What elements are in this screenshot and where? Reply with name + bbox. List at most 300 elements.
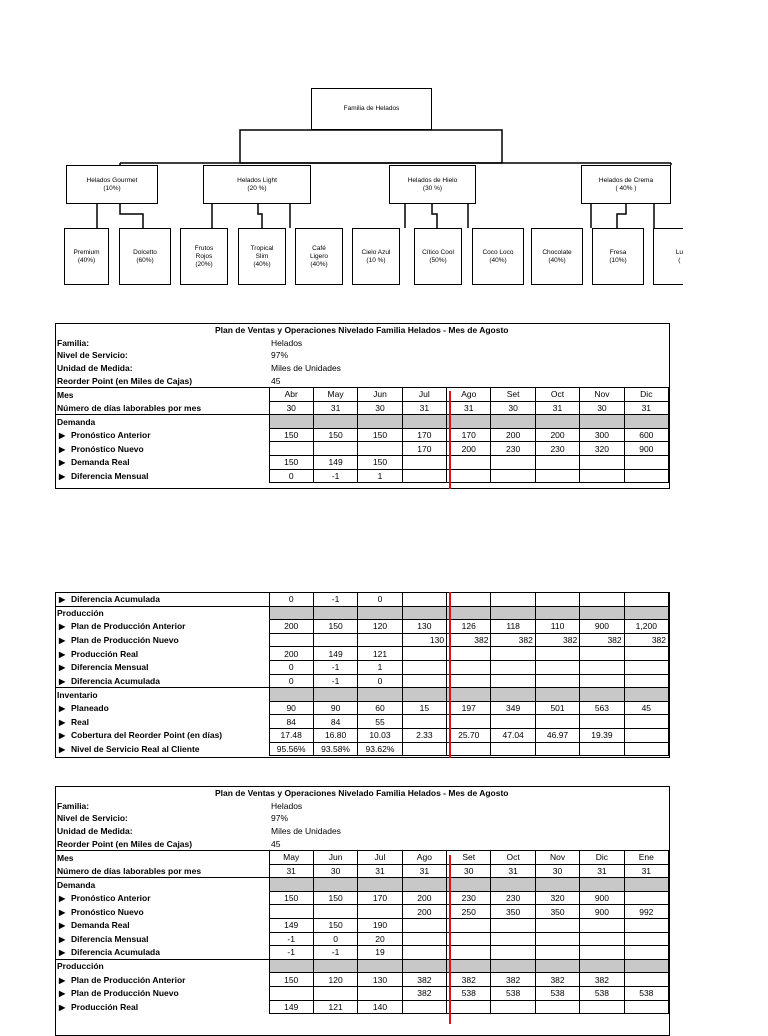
value-cell — [580, 742, 624, 756]
value-cell: May — [269, 850, 313, 864]
value-cell: 118 — [491, 620, 535, 634]
value-cell — [491, 932, 535, 946]
value-cell — [402, 674, 446, 688]
info-row — [55, 837, 669, 850]
row-marker-icon: ▶ — [59, 444, 66, 454]
value-cell: 230 — [491, 442, 535, 456]
value-cell: 149 — [313, 455, 357, 469]
value-cell: 350 — [491, 905, 535, 919]
value-cell: 382 — [580, 633, 624, 647]
value-cell: 170 — [402, 428, 446, 442]
section-fill-cell — [447, 878, 491, 892]
table-row — [55, 428, 669, 442]
value-cell: -1 — [313, 660, 357, 674]
section-fill-cell — [447, 688, 491, 702]
value-cell — [535, 946, 579, 960]
current-month-marker — [449, 391, 451, 489]
value-cell: 130 — [402, 633, 446, 647]
table-row — [55, 715, 669, 729]
section-fill-cell — [313, 415, 357, 429]
row-marker-icon: ▶ — [59, 622, 66, 632]
row-label — [55, 674, 269, 688]
row-label-text: Producción Real — [71, 648, 139, 659]
value-cell: 992 — [624, 905, 668, 919]
table-row — [55, 878, 669, 892]
value-cell — [358, 442, 402, 456]
row-label-text: Real — [71, 716, 89, 727]
row-label-text: Pronóstico Anterior — [71, 430, 151, 441]
value-cell — [402, 932, 446, 946]
value-cell — [580, 715, 624, 729]
value-cell: 538 — [447, 986, 491, 1000]
value-cell — [535, 660, 579, 674]
value-cell: 30 — [491, 401, 535, 415]
info-row — [55, 800, 669, 813]
value-cell: 0 — [269, 593, 313, 606]
section-fill-cell — [580, 606, 624, 620]
value-cell: 149 — [269, 1000, 313, 1014]
value-cell — [624, 593, 668, 606]
row-label — [55, 415, 269, 429]
value-cell: 200 — [402, 905, 446, 919]
value-cell: 17.48 — [269, 728, 313, 742]
value-cell — [624, 660, 668, 674]
value-cell — [269, 442, 313, 456]
info-row — [55, 812, 669, 825]
value-cell: 382 — [447, 973, 491, 987]
row-label-text: Plan de Producción Nuevo — [71, 635, 179, 646]
value-cell: -1 — [313, 674, 357, 688]
row-label — [55, 593, 269, 606]
section-fill-cell — [402, 878, 446, 892]
table-row — [55, 455, 669, 469]
row-label — [55, 606, 269, 620]
value-cell: 170 — [402, 442, 446, 456]
value-cell: Jun — [358, 387, 402, 401]
value-cell: 538 — [580, 986, 624, 1000]
info-label: Unidad de Medida: — [57, 826, 133, 837]
row-label-text: Mes — [57, 852, 74, 863]
value-cell: 0 — [269, 469, 313, 483]
row-label — [55, 688, 269, 702]
info-label: Nivel de Servicio: — [57, 813, 128, 824]
row-label-text: Mes — [57, 389, 74, 400]
value-cell: May — [313, 387, 357, 401]
row-label — [55, 647, 269, 661]
family-tree-diagram — [0, 0, 768, 300]
table-row — [55, 864, 669, 878]
value-cell: Oct — [491, 850, 535, 864]
section-fill-cell — [402, 415, 446, 429]
row-label — [55, 946, 269, 960]
value-cell: 10.03 — [358, 728, 402, 742]
table-row — [55, 918, 669, 932]
value-cell: -1 — [313, 946, 357, 960]
table-row — [55, 660, 669, 674]
section-fill-cell — [491, 415, 535, 429]
section-fill-cell — [535, 688, 579, 702]
value-cell: 120 — [358, 620, 402, 634]
section-fill-cell — [580, 878, 624, 892]
value-cell — [358, 986, 402, 1000]
section-fill-cell — [447, 959, 491, 973]
value-cell: 382 — [535, 973, 579, 987]
tree-category-hielo: Helados de Hielo (30 %) — [389, 165, 476, 204]
value-cell: Jul — [358, 850, 402, 864]
value-cell — [624, 946, 668, 960]
table-row — [55, 728, 669, 742]
tree-leaf-fresa: Fresa (10%) — [592, 228, 644, 285]
info-value: 97% — [271, 350, 289, 361]
value-cell: 320 — [580, 442, 624, 456]
value-cell: 150 — [313, 428, 357, 442]
table-row — [55, 742, 669, 756]
row-marker-icon: ▶ — [59, 989, 66, 999]
row-label-text: Número de días laborables por mes — [57, 865, 202, 876]
section-fill-cell — [269, 959, 313, 973]
value-cell — [402, 742, 446, 756]
info-label: Familia: — [57, 337, 90, 348]
row-marker-icon: ▶ — [59, 676, 66, 686]
section-fill-cell — [358, 688, 402, 702]
value-cell: 2.33 — [402, 728, 446, 742]
value-cell: Oct — [535, 387, 579, 401]
section-fill-cell — [269, 415, 313, 429]
row-label-text: Número de días laborables por mes — [57, 402, 202, 413]
row-label — [55, 620, 269, 634]
value-cell — [491, 1000, 535, 1014]
row-marker-icon: ▶ — [59, 649, 66, 659]
value-cell: Ago — [402, 850, 446, 864]
value-cell — [358, 905, 402, 919]
value-cell: 149 — [313, 647, 357, 661]
section-fill-cell — [313, 688, 357, 702]
value-cell: 31 — [624, 401, 668, 415]
row-label — [55, 633, 269, 647]
value-cell: Ene — [624, 850, 668, 864]
value-cell: 16.80 — [313, 728, 357, 742]
tree-category-crema: Helados de Crema ( 40% ) — [581, 165, 671, 204]
value-cell: 150 — [269, 428, 313, 442]
info-label: Unidad de Medida: — [57, 363, 133, 374]
section-fill-cell — [580, 688, 624, 702]
value-cell — [402, 593, 446, 606]
tree-leaf-tropical-slim: Tropical Slim (40%) — [238, 228, 286, 285]
value-cell — [269, 905, 313, 919]
row-label-text: Demanda Real — [71, 920, 130, 931]
value-cell: 0 — [358, 674, 402, 688]
info-row — [55, 825, 669, 838]
value-cell — [535, 715, 579, 729]
row-label — [55, 401, 269, 415]
value-cell — [402, 946, 446, 960]
value-cell: 90 — [313, 701, 357, 715]
row-label-text: Cobertura del Reorder Point (en días) — [71, 730, 223, 741]
table-row — [55, 946, 669, 960]
row-marker-icon: ▶ — [59, 1002, 66, 1012]
tree-leaf-frutos-rojos: Frutos Rojos (20%) — [180, 228, 228, 285]
row-marker-icon: ▶ — [59, 704, 66, 714]
value-cell: 200 — [269, 647, 313, 661]
value-cell: 1,200 — [624, 620, 668, 634]
tree-leaf-chocolate: Chocolate (40%) — [531, 228, 583, 285]
value-cell: 149 — [269, 918, 313, 932]
value-cell: 31 — [358, 864, 402, 878]
table-title-row — [55, 324, 669, 337]
value-cell: 230 — [535, 442, 579, 456]
value-cell — [491, 593, 535, 606]
section-fill-cell — [535, 959, 579, 973]
value-cell — [624, 455, 668, 469]
value-cell: 30 — [313, 864, 357, 878]
value-cell — [447, 455, 491, 469]
row-label-text: Demanda Real — [71, 457, 130, 468]
value-cell: 46.97 — [535, 728, 579, 742]
value-cell: 0 — [313, 932, 357, 946]
value-cell: 30 — [269, 401, 313, 415]
section-fill-cell — [402, 688, 446, 702]
table-row — [55, 932, 669, 946]
row-marker-icon: ▶ — [59, 907, 66, 917]
tree-leaf-coco-loco: Coco Loco (40%) — [472, 228, 524, 285]
info-row — [55, 374, 669, 387]
row-marker-icon: ▶ — [59, 663, 66, 673]
row-label-text: Producción Real — [71, 1001, 139, 1012]
value-cell: Dic — [580, 850, 624, 864]
row-label — [55, 701, 269, 715]
table-title: Plan de Ventas y Operaciones Nivelado Familia Helados - Mes de Agosto — [215, 325, 509, 336]
value-cell — [580, 932, 624, 946]
value-cell: 900 — [580, 620, 624, 634]
value-cell: 250 — [447, 905, 491, 919]
value-cell — [535, 1000, 579, 1014]
row-label-text: Producción — [57, 608, 104, 619]
section-fill-cell — [535, 415, 579, 429]
table-row — [55, 674, 669, 688]
value-cell: 25.70 — [447, 728, 491, 742]
tree-category-gourmet: Helados Gourmet (10%) — [66, 165, 158, 204]
table-row — [55, 1000, 669, 1014]
row-label — [55, 932, 269, 946]
value-cell: 15 — [402, 701, 446, 715]
value-cell — [313, 986, 357, 1000]
value-cell — [491, 674, 535, 688]
row-marker-icon: ▶ — [59, 894, 66, 904]
row-marker-icon: ▶ — [59, 431, 66, 441]
value-cell: 150 — [358, 428, 402, 442]
value-cell — [447, 674, 491, 688]
value-cell: 126 — [447, 620, 491, 634]
row-marker-icon: ▶ — [59, 731, 66, 741]
info-row — [55, 362, 669, 375]
table-row — [55, 387, 669, 401]
row-label — [55, 864, 269, 878]
value-cell: 31 — [491, 864, 535, 878]
value-cell — [447, 946, 491, 960]
value-cell: -1 — [313, 593, 357, 606]
value-cell: 538 — [491, 986, 535, 1000]
value-cell: 90 — [269, 701, 313, 715]
info-row — [55, 337, 669, 350]
section-fill-cell — [358, 415, 402, 429]
info-value: Miles de Unidades — [271, 363, 341, 374]
info-value: Miles de Unidades — [271, 826, 341, 837]
row-label — [55, 1000, 269, 1014]
row-label — [55, 455, 269, 469]
value-cell — [402, 715, 446, 729]
value-cell: 30 — [358, 401, 402, 415]
value-cell: -1 — [313, 469, 357, 483]
value-cell — [535, 932, 579, 946]
value-cell — [447, 593, 491, 606]
value-cell — [313, 905, 357, 919]
value-cell — [491, 660, 535, 674]
table-row — [55, 701, 669, 715]
value-cell — [580, 1000, 624, 1014]
value-cell — [580, 647, 624, 661]
value-cell — [624, 973, 668, 987]
table-row — [55, 593, 669, 606]
table-row — [55, 415, 669, 429]
value-cell: 600 — [624, 428, 668, 442]
value-cell: -1 — [269, 932, 313, 946]
current-month-marker — [449, 592, 451, 758]
section-fill-cell — [447, 606, 491, 620]
value-cell: 200 — [402, 891, 446, 905]
value-cell: 121 — [313, 1000, 357, 1014]
current-month-marker — [449, 855, 451, 1024]
value-cell — [269, 633, 313, 647]
value-cell — [535, 742, 579, 756]
value-cell — [535, 918, 579, 932]
value-cell — [624, 728, 668, 742]
value-cell — [580, 918, 624, 932]
row-label-text: Diferencia Mensual — [71, 933, 149, 944]
value-cell — [580, 593, 624, 606]
table-row — [55, 620, 669, 634]
value-cell: 84 — [269, 715, 313, 729]
value-cell: 110 — [535, 620, 579, 634]
value-cell: 19.39 — [580, 728, 624, 742]
value-cell: 197 — [447, 701, 491, 715]
row-label-text: Plan de Producción Anterior — [71, 974, 186, 985]
value-cell — [491, 946, 535, 960]
value-cell: 382 — [491, 633, 535, 647]
value-cell: 300 — [580, 428, 624, 442]
info-label: Reorder Point (en Miles de Cajas) — [57, 375, 193, 386]
value-cell — [447, 660, 491, 674]
row-marker-icon: ▶ — [59, 934, 66, 944]
sop-table-agosto-1-continued — [55, 593, 669, 756]
row-label-text: Planeado — [71, 703, 109, 714]
value-cell: 538 — [535, 986, 579, 1000]
section-fill-cell — [269, 688, 313, 702]
value-cell: 170 — [447, 428, 491, 442]
value-cell — [535, 455, 579, 469]
value-cell: 382 — [447, 633, 491, 647]
tree-leaf-dolcetto: Dolcetto (60%) — [119, 228, 171, 285]
value-cell: 230 — [447, 891, 491, 905]
value-cell: 47.04 — [491, 728, 535, 742]
value-cell: 538 — [624, 986, 668, 1000]
section-fill-cell — [624, 959, 668, 973]
section-fill-cell — [491, 959, 535, 973]
value-cell: 31 — [402, 401, 446, 415]
value-cell — [624, 647, 668, 661]
row-label-text: Plan de Producción Nuevo — [71, 988, 179, 999]
value-cell — [402, 660, 446, 674]
value-cell — [491, 918, 535, 932]
section-fill-cell — [269, 878, 313, 892]
value-cell — [358, 633, 402, 647]
section-fill-cell — [535, 878, 579, 892]
value-cell: 150 — [313, 918, 357, 932]
info-value: 45 — [271, 838, 281, 849]
value-cell: 0 — [269, 660, 313, 674]
row-label — [55, 442, 269, 456]
value-cell: -1 — [269, 946, 313, 960]
value-cell — [491, 742, 535, 756]
value-cell — [402, 469, 446, 483]
value-cell: 501 — [535, 701, 579, 715]
section-fill-cell — [269, 606, 313, 620]
value-cell — [624, 932, 668, 946]
value-cell — [580, 455, 624, 469]
row-label-text: Pronóstico Nuevo — [71, 443, 144, 454]
value-cell: 200 — [535, 428, 579, 442]
table-row — [55, 442, 669, 456]
table-row — [55, 891, 669, 905]
value-cell — [580, 469, 624, 483]
sop-table-agosto-2 — [55, 787, 669, 1014]
value-cell: 31 — [447, 401, 491, 415]
value-cell — [535, 647, 579, 661]
value-cell: 382 — [535, 633, 579, 647]
value-cell — [313, 442, 357, 456]
info-value: Helados — [271, 800, 303, 811]
row-marker-icon: ▶ — [59, 744, 66, 754]
value-cell: 382 — [402, 986, 446, 1000]
info-row — [55, 349, 669, 362]
row-label — [55, 728, 269, 742]
value-cell — [447, 1000, 491, 1014]
value-cell — [624, 469, 668, 483]
value-cell: 93.58% — [313, 742, 357, 756]
row-label — [55, 959, 269, 973]
value-cell — [491, 469, 535, 483]
section-fill-cell — [580, 415, 624, 429]
value-cell: 95.56% — [269, 742, 313, 756]
section-fill-cell — [358, 878, 402, 892]
section-fill-cell — [580, 959, 624, 973]
row-label-text: Diferencia Acumulada — [71, 947, 160, 958]
info-value: Helados — [271, 337, 303, 348]
row-label-text: Diferencia Mensual — [71, 470, 149, 481]
table-row — [55, 905, 669, 919]
row-label — [55, 715, 269, 729]
value-cell: 150 — [269, 891, 313, 905]
value-cell: Dic — [624, 387, 668, 401]
row-label — [55, 850, 269, 864]
value-cell: 120 — [313, 973, 357, 987]
value-cell: 31 — [402, 864, 446, 878]
section-fill-cell — [624, 415, 668, 429]
section-fill-cell — [624, 606, 668, 620]
value-cell: 190 — [358, 918, 402, 932]
value-cell: 84 — [313, 715, 357, 729]
value-cell: 900 — [580, 905, 624, 919]
value-cell: 0 — [358, 593, 402, 606]
